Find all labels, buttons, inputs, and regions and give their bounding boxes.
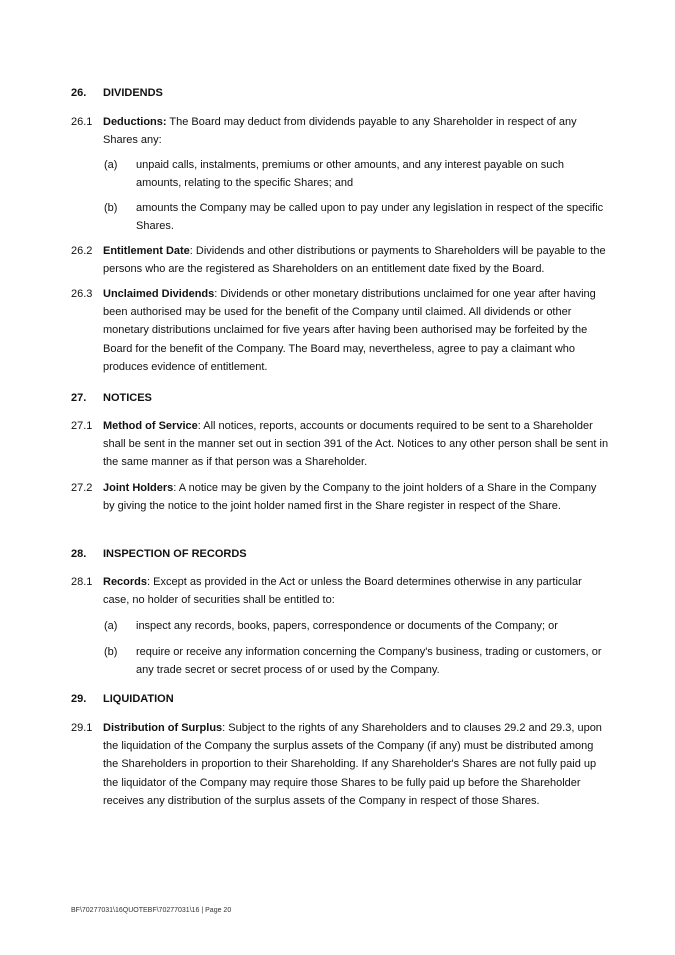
clause-26-2: 26.2 Entitlement Date: Dividends and other distributions or payments to Shareholders will be payable to the persons who are the registered as Shareholders on an entitlement date fixed by the Board. <box>71 245 606 276</box>
clause-heading: Deductions: <box>103 116 167 128</box>
clause-heading: Records <box>103 576 148 588</box>
section-28-heading: 28. INSPECTION OF RECORDS <box>71 548 247 560</box>
clause-text: : Dividends or other monetary distributions unclaimed for one year after having been authorised may be used for the benefit of the Company until claimed. All dividends or other monetary distributions unclaimed for five years after having been authorised may be forfeited by the Board for the benefit of the Company. The Board may, nevertheless, agree to pay a claimant who produces evidence of entitlement. <box>103 288 596 373</box>
clause-28-1-b: (b) require or receive any information concerning the Company's business, trading or customers, or any trade secret or secret process of or used by the Company. <box>104 646 602 677</box>
page-footer: BF\70277031\16QUOTEBF\70277031\16 | Page 20 <box>71 907 232 914</box>
clause-29-1: 29.1 Distribution of Surplus: Subject to the rights of any Shareholders and to clauses 29.2 and 29.3, upon the liquidation of the Company the surplus assets of the Company (if any) must be distributed among the Shareholders in proportion to their Shareholding. If any Shareholder's Shares are not fully paid up the liquidator of the Company may require those Shares to be fully paid up before the Shareholder receives any distribution of the surplus assets of the Company in respect of those Shares. <box>71 722 602 807</box>
clause-heading: Unclaimed Dividends <box>103 288 215 300</box>
clause-26-3: 26.3 Unclaimed Dividends: Dividends or other monetary distributions unclaimed for one year after having been authorised may be used for the benefit of the Company until claimed. All dividends or other monetary distributions unclaimed for five years after having been authorised may be forfeited by the Board for the benefit of the Company. The Board may, nevertheless, agree to pay a claimant who produces evidence of entitlement. <box>71 288 596 373</box>
section-27-heading: 27. NOTICES <box>71 392 152 404</box>
clause-heading: Distribution of Surplus <box>103 722 223 734</box>
clause-heading: Joint Holders <box>103 482 174 494</box>
clause-text: : Subject to the rights of any Shareholders and to clauses 29.2 and 29.3, upon the liquidation of the Company the surplus assets of the Company (if any) must be distributed among the Shareholders in proportion to their Shareholding. If any Shareholder's Shares are not fully paid up the liquidator of the Company may require those Shares to be fully paid up before the Shareholder receives any distribution of the surplus assets of the Company in respect of those Shares. <box>103 722 602 807</box>
clause-text: : All notices, reports, accounts or documents required to be sent to a Shareholder shall be sent in the manner set out in section 391 of the Act. Notices to any other person shall be sent in the same manner as if that person was a Shareholder. <box>103 420 609 469</box>
section-26-heading: 26. DIVIDENDS <box>71 87 163 99</box>
clause-27-2: 27.2 Joint Holders: A notice may be given by the Company to the joint holders of a Share in the Company by giving the notice to the joint holder named first in the Share register in respect of the Share. <box>71 482 597 513</box>
clause-text: : A notice may be given by the Company to the joint holders of a Share in the Company by giving the notice to the joint holder named first in the Share register in respect of the Share. <box>103 482 597 513</box>
clause-text: : Except as provided in the Act or unless the Board determines otherwise in any particular case, no holder of securities shall be entitled to: <box>103 576 582 607</box>
clause-26-1-b: (b) amounts the Company may be called upon to pay under any legislation in respect of the specific Shares. <box>104 202 604 233</box>
clause-text: The Board may deduct from dividends payable to any Shareholder in respect of any Shares any: <box>103 116 577 147</box>
clause-heading: Entitlement Date <box>103 245 190 257</box>
clause-heading: Method of Service <box>103 420 198 432</box>
section-29-heading: 29. LIQUIDATION <box>71 693 174 705</box>
clause-28-1: 28.1 Records: Except as provided in the Act or unless the Board determines otherwise in any particular case, no holder of securities shall be entitled to: <box>71 576 582 607</box>
clause-27-1: 27.1 Method of Service: All notices, reports, accounts or documents required to be sent to a Shareholder shall be sent in the manner set out in section 391 of the Act. Notices to any other person shall be sent in the same manner as if that person was a Shareholder. <box>71 420 609 469</box>
clause-26-1: 26.1 Deductions: The Board may deduct from dividends payable to any Shareholder in respect of any Shares any: <box>71 116 577 147</box>
clause-26-1-a: (a) unpaid calls, instalments, premiums or other amounts, and any interest payable on such amounts, relating to the specific Shares; and <box>104 159 565 190</box>
clause-text: : Dividends and other distributions or payments to Shareholders will be payable to the persons who are the registered as Shareholders on an entitlement date fixed by the Board. <box>103 245 606 276</box>
clause-28-1-a: (a) inspect any records, books, papers, correspondence or documents of the Company; or <box>104 620 558 632</box>
